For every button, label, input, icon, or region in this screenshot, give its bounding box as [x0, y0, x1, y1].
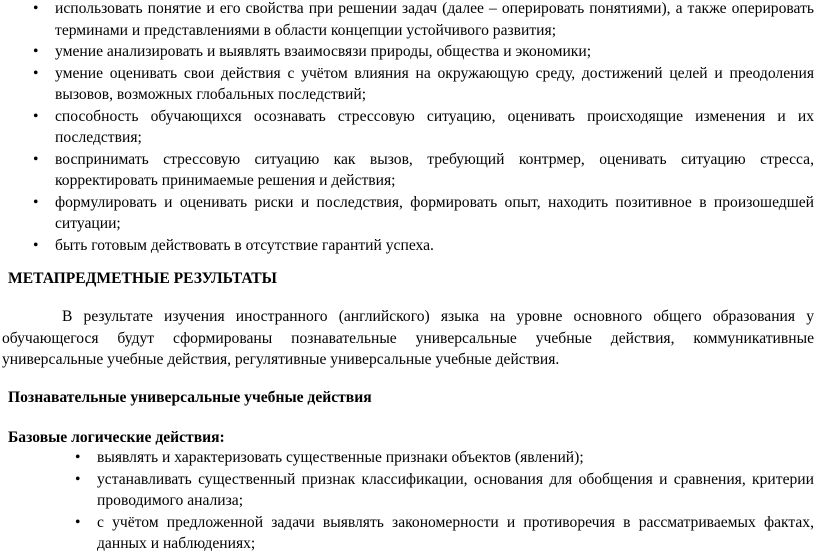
list-item: • умение оценивать свои действия с учётом влияния на окружающую среду, достижений целей и преодоления вызовов, возможных глобальных последствий;: [55, 63, 814, 106]
logical-actions-list: [97, 447, 814, 555]
list-item: • воспринимать стрессовую ситуацию как вызов, требующий контрмер, оценивать ситуацию стресса, корректировать принимаемые решения и действия;: [55, 149, 814, 192]
list-item: • умение анализировать и выявлять взаимосвязи природы, общества и экономики;: [55, 41, 814, 63]
subsection-heading-logical: Базовые логические действия:: [8, 429, 225, 446]
subsection-heading-cognitive: Познавательные универсальные учебные действия: [8, 389, 372, 406]
list-item: • использовать понятие и его свойства при решении задач (далее – оперировать понятиями), а также оперировать терминами и представлениями в области концепции устойчивого развития;: [55, 0, 814, 41]
list-item: • с учётом предложенной задачи выявлять закономерности и противоречия в рассматриваемых фактах, данных и наблюдениях;: [97, 512, 814, 555]
section-heading-meta-results: МЕТАПРЕДМЕТНЫЕ РЕЗУЛЬТАТЫ: [8, 270, 277, 287]
list-item: • формулировать и оценивать риски и последствия, формировать опыт, находить позитивное в произошедшей ситуации;: [55, 192, 814, 235]
list-item: • устанавливать существенный признак классификации, основания для обобщения и сравнения, критерии проводимого анализа;: [97, 469, 814, 512]
list-item: • способность обучающихся осознавать стрессовую ситуацию, оценивать происходящие изменения и их последствия;: [55, 106, 814, 149]
intro-paragraph: В результате изучения иностранного (английского) языка на уровне основного общего образования у обучающегося будут сформированы познавательные универсальные учебные действия, коммуникативные универсальные учебные действия, регулятивные универсальные учебные действия.: [2, 308, 814, 368]
list-item: • выявлять и характеризовать существенные признаки объектов (явлений);: [97, 447, 814, 469]
list-item: • быть готовым действовать в отсутствие гарантий успеха.: [55, 235, 814, 257]
skills-list: [55, 0, 814, 256]
